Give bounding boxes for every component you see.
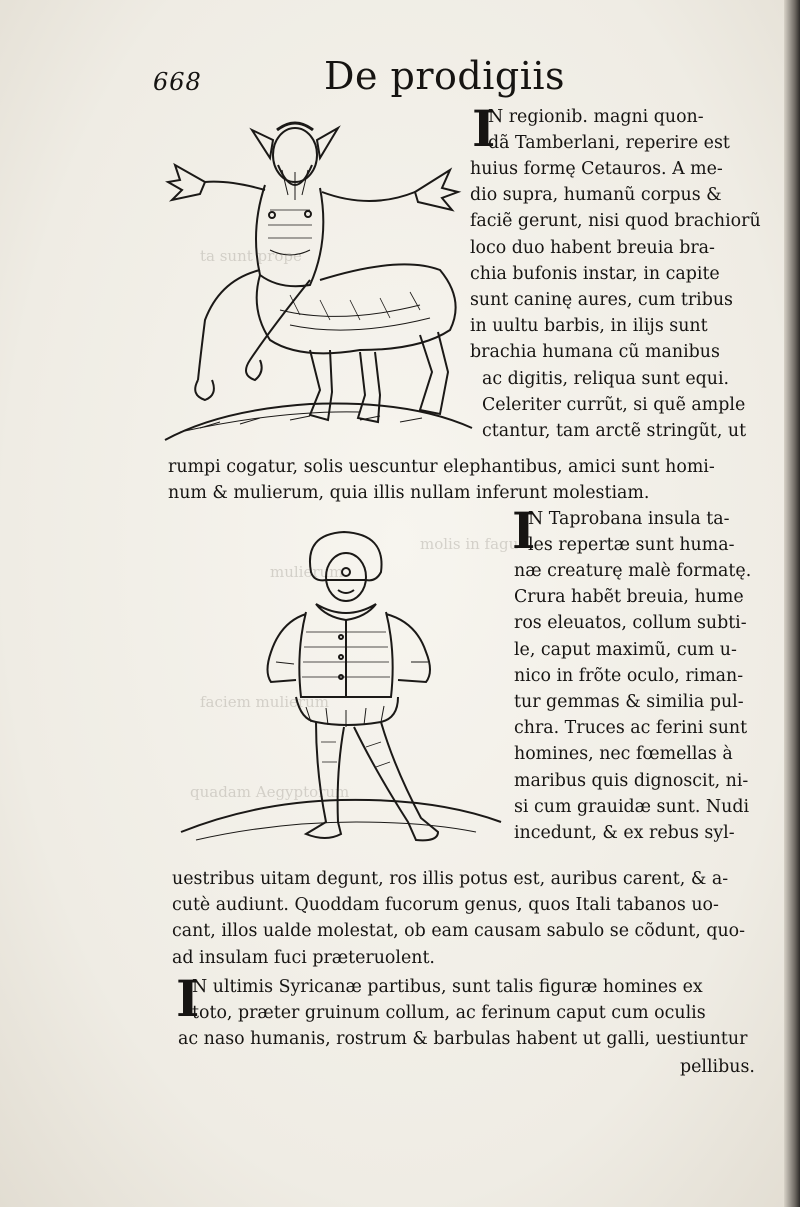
text-line: le, caput maximũ, cum u- <box>514 639 737 660</box>
page-gutter-shadow <box>784 0 800 1207</box>
initial-capital: I <box>472 99 496 158</box>
text-line: in uultu barbis, in ilijs sunt <box>470 316 708 337</box>
text-line: sunt caninę aures, cum tribus <box>470 289 733 310</box>
text-line: Crura habẽt breuia, hume <box>514 587 744 608</box>
show-through-text: quadam Aegyptorum <box>190 783 350 801</box>
show-through-text: mulierum <box>270 563 344 581</box>
text-line: ad insulam fuci præteruolent. <box>172 947 435 968</box>
text-line: chia bufonis instar, in capite <box>470 263 720 284</box>
section-1-column <box>488 104 730 156</box>
text-line: tur gemmas & similia pul- <box>514 691 744 712</box>
section-2-column <box>528 506 735 558</box>
text-line: dã Tamberlani, reperire est <box>488 133 730 154</box>
text-line: incedunt, & ex rebus syl- <box>514 822 735 843</box>
initial-capital: I <box>176 969 200 1028</box>
running-title: De prodigiis <box>324 54 566 98</box>
text-line: si cum grauidæ sunt. Nudi <box>514 796 750 817</box>
text-line: Celeriter currũt, si quẽ ample <box>482 395 746 416</box>
text-line: ctantur, tam arctẽ stringũt, ut <box>482 421 747 442</box>
text-line: chra. Truces ac ferini sunt <box>514 718 748 739</box>
text-line: dio supra, humanũ corpus & <box>470 185 722 206</box>
section-3-body <box>178 1026 747 1052</box>
text-line: N ultimis Syricanæ partibus, sunt talis figuræ homines ex <box>192 977 703 997</box>
text-line: rumpi cogatur, solis uescuntur elephantibus, amici sunt homi- <box>168 457 715 477</box>
text-line: ros eleuatos, collum subti- <box>514 613 747 634</box>
text-line: brachia humana cũ manibus <box>470 342 720 363</box>
text-line: toto, præter gruinum collum, ac ferinum caput cum oculis <box>192 1003 706 1024</box>
text-line: cutè audiunt. Quoddam fucorum genus, quos Itali tabanos uo- <box>172 895 719 916</box>
show-through-text: faciem mulierum <box>200 693 329 711</box>
text-line: N Taprobana insula ta- <box>528 509 730 529</box>
text-line: cant, illos ualde molestat, ob eam causam sabulo se cõdunt, quo- <box>172 921 746 942</box>
text-line: maribus quis dignoscit, ni- <box>514 770 749 791</box>
text-line: loco duo habent breuia bra- <box>470 237 715 258</box>
text-line: nico in frõte oculo, riman- <box>514 665 744 686</box>
text-line: num & mulierum, quia illis nullam inferunt molestiam. <box>168 483 650 504</box>
section-1-body <box>168 454 715 506</box>
centaur-woodcut <box>160 110 478 450</box>
text-line: huius formę Cetauros. A me- <box>470 159 723 179</box>
section-1-column <box>470 156 761 366</box>
show-through-text: molis in fagu <box>420 535 519 553</box>
text-line: næ creaturę malè formatę. <box>514 561 752 581</box>
text-line: N regionib. magni quon- <box>488 107 704 127</box>
text-line: les repertæ sunt huma- <box>528 535 735 556</box>
section-2-column <box>514 558 751 846</box>
show-through-text: ta sunt prope <box>200 247 302 265</box>
initial-capital: I <box>512 501 536 560</box>
cyclops-figure-woodcut <box>176 522 506 862</box>
section-2-body <box>172 866 745 971</box>
text-line: ac naso humanis, rostrum & barbulas habent ut galli, uestiuntur <box>178 1029 748 1049</box>
text-line: ac digitis, reliqua sunt equi. <box>482 369 730 389</box>
text-line: faciẽ gerunt, nisi quod brachiorũ <box>470 211 761 232</box>
section-1-column <box>482 366 746 445</box>
catchword: pellibus. <box>680 1057 755 1077</box>
section-3-body <box>192 974 706 1026</box>
page-number: 668 <box>153 68 202 96</box>
text-line: homines, nec fœmellas à <box>514 744 733 765</box>
text-line: uestribus uitam degunt, ros illis potus est, auribus carent, & a- <box>172 869 729 889</box>
